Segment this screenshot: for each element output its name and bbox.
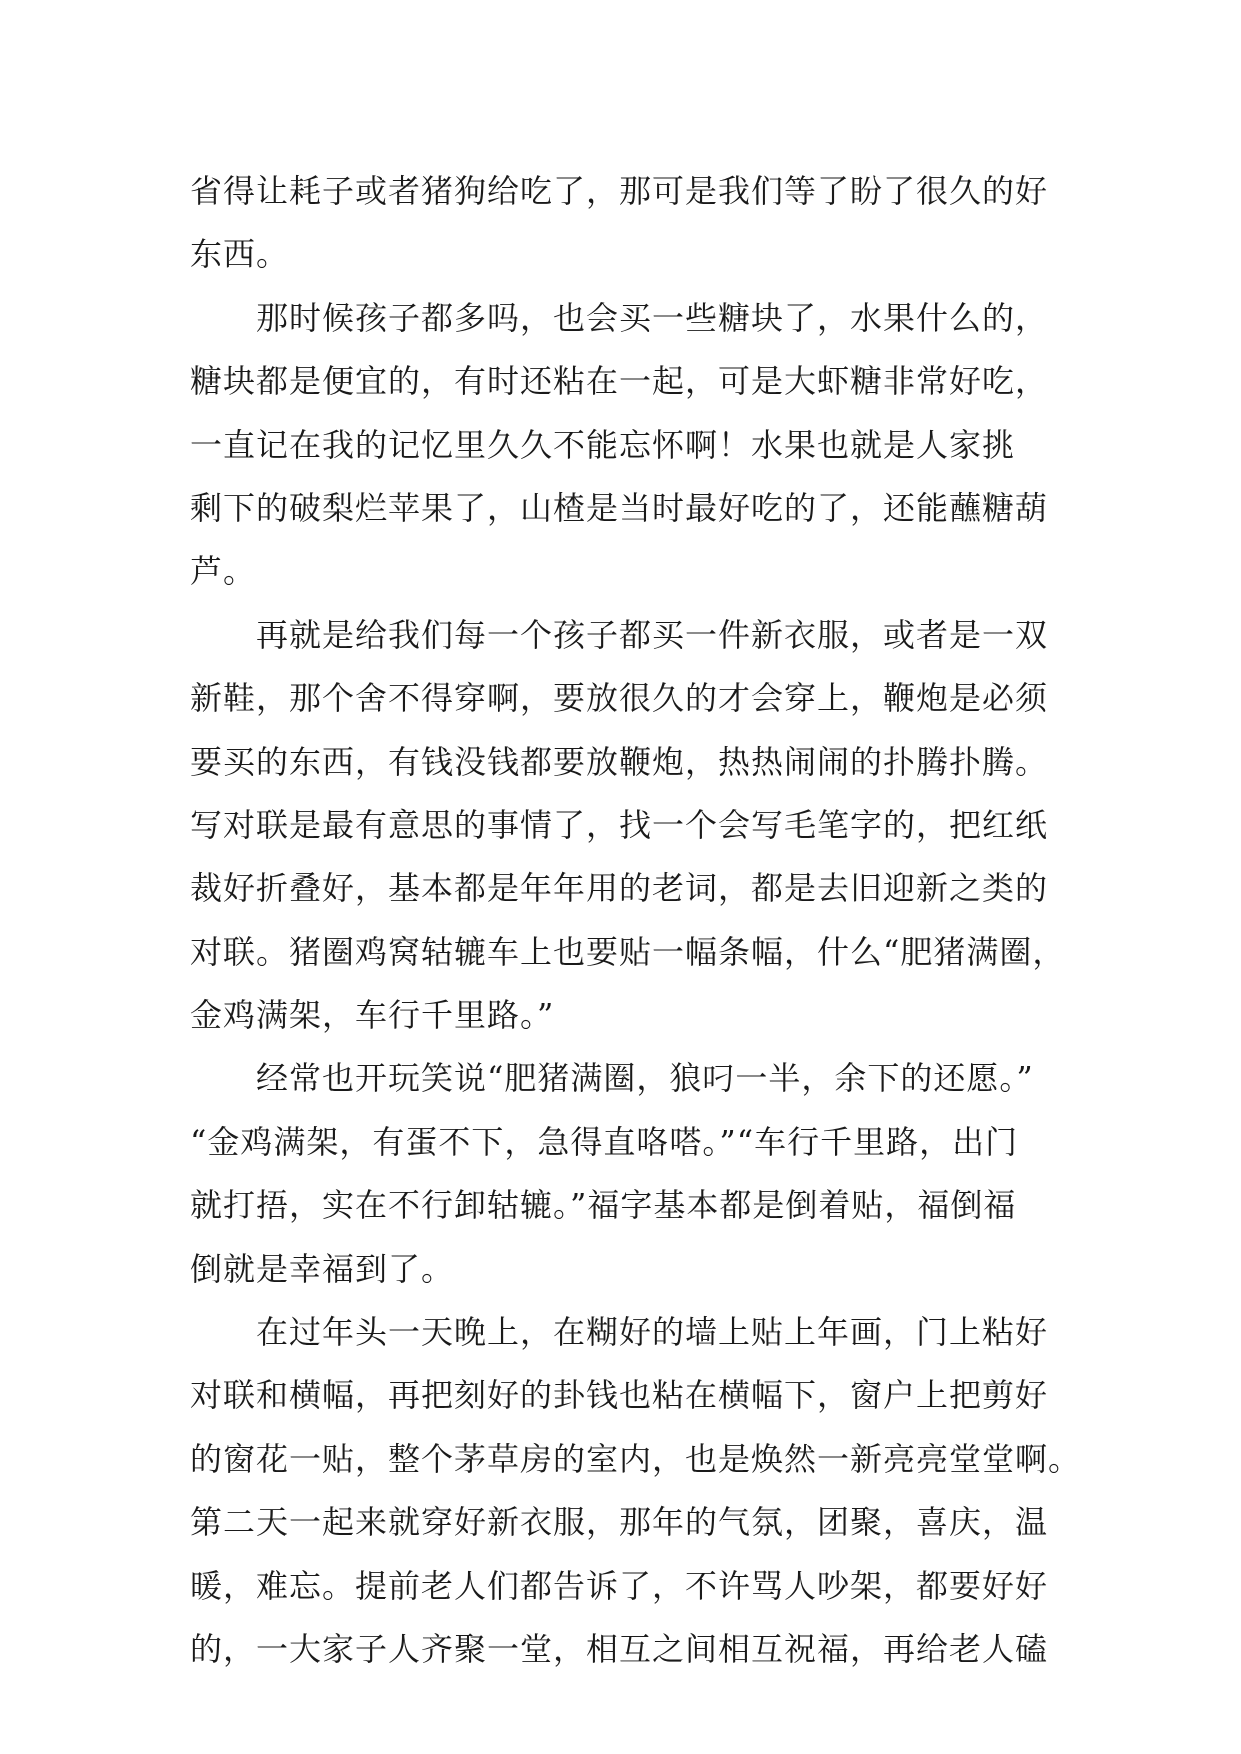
text-line: 金鸡满架，车行千里路。”: [190, 996, 555, 1035]
text-line: 芦。: [190, 552, 257, 591]
text-line: 省得让耗子或者猪狗给吃了，那可是我们等了盼了很久的好: [190, 172, 1049, 210]
text-line: 倒就是幸福到了。: [190, 1249, 455, 1288]
text-line: 东西。: [190, 235, 290, 274]
text-line: 那时候孩子都多吗，也会买一些糖块了，水果什么的，: [256, 298, 1049, 337]
text-line: 在过年头一天晚上，在糊好的墙上贴上年画，门上粘好: [256, 1313, 1049, 1352]
text-line: 要买的东西，有钱没钱都要放鞭炮，热热闹闹的扑腾扑腾。: [190, 742, 1049, 781]
text-line: 糖块都是便宜的，有时还粘在一起，可是大虾糖非常好吃，: [190, 362, 1049, 401]
text-line: 再就是给我们每一个孩子都买一件新衣服，或者是一双: [256, 615, 1049, 654]
text-line: 就打捂，实在不行卸轱辘。”福字基本都是倒着贴，福倒福: [190, 1186, 1017, 1225]
text-line: 对联和横幅，再把刻好的卦钱也粘在横幅下，窗户上把剪好: [190, 1376, 1049, 1415]
text-line: 的窗花一贴，整个茅草房的室内，也是焕然一新亮亮堂堂啊。: [190, 1439, 1082, 1478]
text-line: 剩下的破梨烂苹果了，山楂是当时最好吃的了，还能蘸糖葫: [190, 488, 1049, 527]
text-line: 裁好折叠好，基本都是年年用的老词，都是去旧迎新之类的: [190, 869, 1049, 908]
text-line: 一直记在我的记忆里久久不能忘怀啊！水果也就是人家挑: [190, 425, 1016, 464]
text-line: 新鞋，那个舍不得穿啊，要放很久的才会穿上，鞭炮是必须: [190, 679, 1049, 718]
body-text: [190, 160, 1082, 1681]
text-line: 对联。猪圈鸡窝轱辘车上也要贴一幅条幅，什么“肥猪满圈，: [190, 932, 1066, 971]
text-line: 的，一大家子人齐聚一堂，相互之间相互祝福，再给老人磕: [190, 1629, 1049, 1668]
text-line: 暖，难忘。提前老人们都告诉了，不许骂人吵架，都要好好: [190, 1566, 1049, 1605]
text-line: 写对联是最有意思的事情了，找一个会写毛笔字的，把红纸: [190, 805, 1049, 844]
text-line: 第二天一起来就穿好新衣服，那年的气氛，团聚，喜庆，温: [190, 1503, 1049, 1542]
text-line: 经常也开玩笑说“肥猪满圈，狼叼一半，余下的还愿。”: [256, 1059, 1034, 1098]
text-line: “金鸡满架，有蛋不下，急得直咯嗒。”“车行千里路，出门: [190, 1122, 1019, 1161]
